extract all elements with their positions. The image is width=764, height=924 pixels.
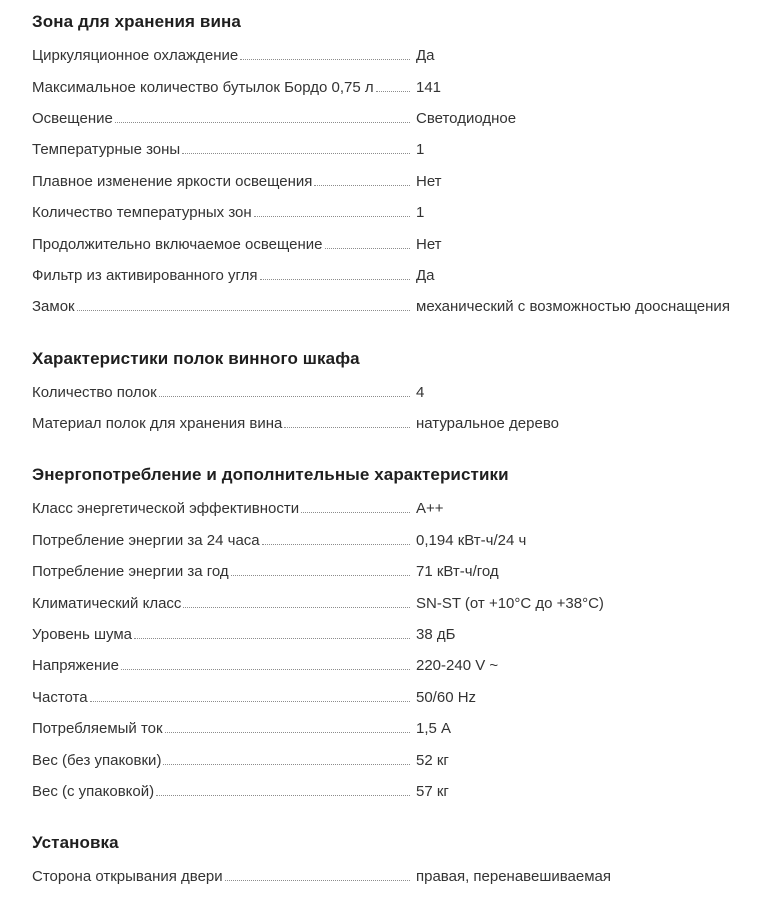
- spec-row: [32, 776, 740, 807]
- spec-row-left: [32, 500, 410, 517]
- section-title: Характеристики полок винного шкафа: [32, 348, 360, 368]
- spec-row: [32, 377, 740, 408]
- spec-row-left: [32, 532, 410, 549]
- spec-value: 141: [416, 78, 442, 96]
- spec-row: [32, 493, 740, 524]
- spec-value: A++: [416, 500, 444, 518]
- spec-row-left: [32, 236, 410, 253]
- leader-dots-line: [183, 607, 410, 608]
- leader-dots-line: [314, 185, 410, 186]
- spec-row: [32, 556, 740, 587]
- leader-dots-line: [163, 764, 410, 765]
- spec-label: Количество температурных зон: [32, 204, 252, 222]
- spec-value: 71 кВт-ч/год: [416, 563, 499, 581]
- spec-label: Частота: [32, 688, 88, 706]
- section-rows: [32, 377, 740, 440]
- spec-label: Количество полок: [32, 383, 157, 401]
- spec-label: Сторона открывания двери: [32, 868, 223, 886]
- spec-value: 52 кг: [416, 751, 449, 769]
- spec-label: Потребляемый ток: [32, 720, 163, 738]
- leader-dots-line: [225, 880, 410, 881]
- spec-value: 38 дБ: [416, 626, 456, 644]
- spec-row: [32, 744, 740, 775]
- spec-label: Потребление энергии за год: [32, 563, 229, 581]
- spec-row: [32, 408, 740, 439]
- leader-dots-line: [134, 638, 410, 639]
- spec-value: натуральное дерево: [416, 415, 559, 433]
- leader-dots-line: [376, 91, 410, 92]
- spec-row: [32, 682, 740, 713]
- spec-label: Климатический класс: [32, 594, 182, 612]
- leader-dots-line: [325, 248, 410, 249]
- spec-row-left: [32, 720, 410, 737]
- spec-value: Да: [416, 266, 435, 284]
- leader-dots-line: [262, 544, 410, 545]
- leader-dots-line: [77, 310, 410, 311]
- spec-row: [32, 713, 740, 744]
- spec-label: Продолжительно включаемое освещение: [32, 235, 323, 253]
- spec-row-left: [32, 298, 410, 315]
- spec-label: Освещение: [32, 109, 113, 127]
- spec-section: [32, 347, 740, 440]
- spec-label: Максимальное количество бутылок Бордо 0,75 л: [32, 78, 374, 96]
- spec-value: SN-ST (от +10°C до +38°C): [416, 594, 604, 612]
- spec-value: 1: [416, 141, 425, 159]
- spec-row: [32, 134, 740, 165]
- spec-row: [32, 197, 740, 228]
- spec-value: 0,194 кВт-ч/24 ч: [416, 531, 527, 549]
- spec-value: 57 кг: [416, 783, 449, 800]
- leader-dots-line: [115, 122, 410, 123]
- leader-dots-line: [301, 512, 410, 513]
- spec-row-left: [32, 689, 410, 706]
- spec-label: Циркуляционное охлаждение: [32, 47, 239, 65]
- section-rows: [32, 861, 740, 892]
- leader-dots-line: [284, 427, 410, 428]
- spec-row: [32, 103, 740, 134]
- spec-value: 50/60 Hz: [416, 688, 477, 706]
- spec-section: [32, 463, 740, 807]
- spec-row-left: [32, 783, 410, 800]
- spec-row: [32, 291, 740, 322]
- spec-value: Светодиодное: [416, 109, 517, 127]
- section-rows: [32, 493, 740, 807]
- spec-label: Уровень шума: [32, 626, 132, 644]
- spec-value: Да: [416, 47, 435, 65]
- leader-dots-line: [165, 732, 410, 733]
- spec-label: Вес (без упаковки): [32, 751, 162, 769]
- spec-row-left: [32, 141, 410, 158]
- leader-dots-line: [254, 216, 410, 217]
- spec-label: Вес (с упаковкой): [32, 783, 155, 800]
- spec-row-left: [32, 267, 410, 284]
- spec-section: [32, 10, 740, 323]
- leader-dots-line: [260, 279, 410, 280]
- spec-row: [32, 525, 740, 556]
- spec-value: 4: [416, 383, 425, 401]
- spec-label: Фильтр из активированного угля: [32, 266, 258, 284]
- spec-row-left: [32, 415, 410, 432]
- spec-label: Температурные зоны: [32, 141, 181, 159]
- spec-row-left: [32, 563, 410, 580]
- spec-label: Напряжение: [32, 657, 119, 675]
- spec-row: [32, 166, 740, 197]
- spec-row: [32, 619, 740, 650]
- spec-row: [32, 260, 740, 291]
- spec-row: [32, 587, 740, 618]
- spec-row-left: [32, 752, 410, 769]
- leader-dots-line: [121, 669, 410, 670]
- spec-label: Замок: [32, 298, 75, 316]
- spec-sections: [32, 10, 740, 893]
- leader-dots-line: [159, 396, 410, 397]
- spec-value: 1,5 А: [416, 720, 452, 738]
- spec-value: Нет: [416, 172, 442, 190]
- spec-label: Плавное изменение яркости освещения: [32, 172, 313, 190]
- spec-label: Потребление энергии за 24 часа: [32, 531, 260, 549]
- leader-dots-line: [156, 795, 410, 796]
- spec-row-left: [32, 47, 410, 64]
- spec-row-left: [32, 626, 410, 643]
- section-title: Установка: [32, 833, 119, 853]
- spec-row-left: [32, 595, 410, 612]
- spec-label: Материал полок для хранения вина: [32, 415, 283, 433]
- leader-dots-line: [240, 59, 410, 60]
- spec-row-left: [32, 79, 410, 96]
- spec-section: [32, 831, 740, 892]
- spec-label: Класс энергетической эффективности: [32, 500, 300, 518]
- spec-row-left: [32, 384, 410, 401]
- spec-row-left: [32, 173, 410, 190]
- spec-row-left: [32, 868, 410, 885]
- spec-row-left: [32, 110, 410, 127]
- leader-dots-line: [90, 701, 410, 702]
- spec-value: правая, перенавешиваемая: [416, 868, 611, 886]
- spec-row: [32, 650, 740, 681]
- spec-value: механический с возможностью дооснащения: [416, 298, 730, 316]
- leader-dots-line: [182, 153, 410, 154]
- spec-row: [32, 228, 740, 259]
- spec-row: [32, 40, 740, 71]
- spec-row-left: [32, 204, 410, 221]
- spec-row-left: [32, 657, 410, 674]
- section-rows: [32, 40, 740, 323]
- section-title: Зона для хранения вина: [32, 12, 241, 31]
- leader-dots-line: [231, 575, 410, 576]
- spec-value: 1: [416, 204, 425, 222]
- spec-row: [32, 861, 740, 892]
- spec-value: Нет: [416, 235, 442, 253]
- spec-row: [32, 71, 740, 102]
- spec-value: 220-240 V ~: [416, 657, 499, 675]
- section-title: Энергопотребление и дополнительные характеристики: [32, 465, 509, 485]
